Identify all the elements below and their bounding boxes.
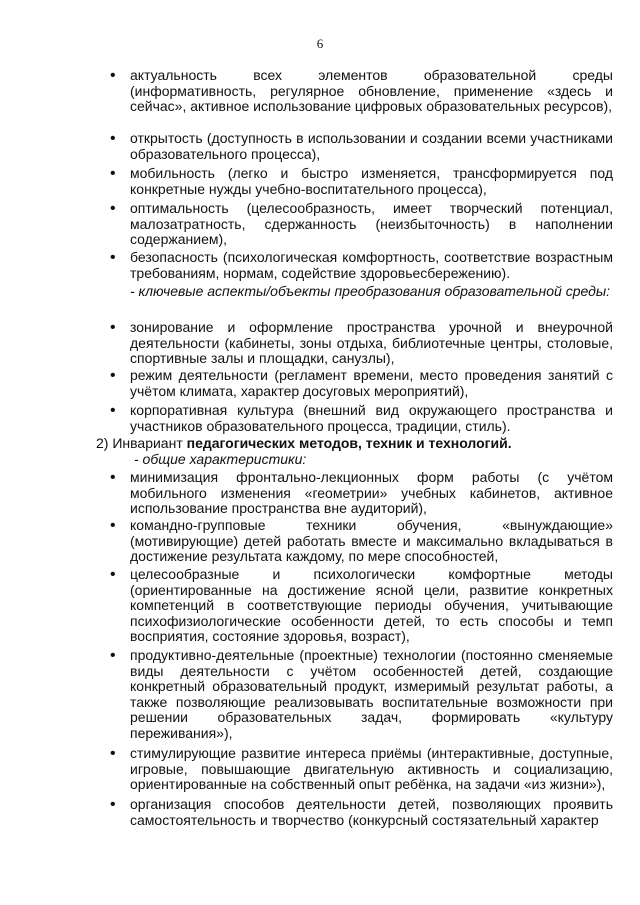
section-2-heading bbox=[96, 436, 613, 452]
list-item: • режим деятельности (регламент времени, место проведения занятий с учётом климата, характер досуговых мероприятий), bbox=[130, 368, 613, 399]
list-item: • организация способов деятельности детей, позволяющих проявить самостоятельность и творчество (конкурсный состязательный характер bbox=[130, 797, 613, 828]
list-item: • открытость (доступность в использовании и создании всеми участниками образовательного процесса), bbox=[130, 131, 613, 162]
list-item: • мобильность (легко и быстро изменяется, трансформируется под конкретные нужды учебно-воспитательного процесса), bbox=[130, 166, 613, 197]
list-item: • целесообразные и психологически комфортные методы (ориентированные на достижение ясной цели, развитие конкретных компетенций в соответствующие периоды обучения, учитывающие психофизиологические особенности детей, то есть способы и темп восприятия, состояние здоровья, возраст), bbox=[130, 567, 613, 645]
list-item: • командно-групповые техники обучения, «вынуждающие» (мотивирующие) детей работать вместе и максимально вкладываться в достижение результата каждому, по мере способностей, bbox=[130, 518, 613, 565]
section-2-subheading: - общие характеристики: bbox=[134, 451, 307, 467]
section-2-title: педагогических методов, техник и технологий. bbox=[186, 435, 512, 451]
list-item: • минимизация фронтально-лекционных форм работы (с учётом мобильного изменения «геометрии» учебных кабинетов, активное использование пространства вне аудиторий), bbox=[130, 470, 613, 517]
list-item: • оптимальность (целесообразность, имеет творческий потенциал, малозатратность, сдержанность (неизбыточность) в наполнении содержанием), bbox=[130, 201, 613, 248]
list-item: • продуктивно-деятельные (проектные) технологии (постоянно сменяемые виды деятельности с учётом особенностей детей, создающие конкретный образовательный продукт, измеримый результат работы, а также позволяющие реализовывать воспитательные возможности при решении образовательных задач, формировать «культуру переживания»), bbox=[130, 648, 613, 741]
key-aspects-heading: - ключевые аспекты/объекты преобразования образовательной среды: bbox=[130, 283, 611, 299]
list-item: • безопасность (психологическая комфортность, соответствие возрастным требованиям, нормам, содействие здоровьесбережению). bbox=[130, 250, 613, 281]
page-number: 6 bbox=[316, 36, 324, 51]
list-item: • корпоративная культура (внешний вид окружающего пространства и участников образовательного процесса, традиции, стиль). bbox=[130, 403, 613, 434]
section-2-prefix: 2) Инвариант bbox=[96, 435, 187, 451]
list-item: • актуальность всех элементов образовательной среды (информативность, регулярное обновление, применение «здесь и сейчас», активное использование цифровых образовательных ресурсов), bbox=[130, 68, 613, 115]
list-item: • зонирование и оформление пространства урочной и внеурочной деятельности (кабинеты, зоны отдыха, библиотечные центры, столовые, спортивные залы и площадки, санузлы), bbox=[130, 320, 613, 367]
list-item: • стимулирующие развитие интереса приёмы (интерактивные, доступные, игровые, повышающие двигательную активность и социализацию, ориентированные на собственный опыт ребёнка, на задачи «из жизни»), bbox=[130, 746, 613, 793]
